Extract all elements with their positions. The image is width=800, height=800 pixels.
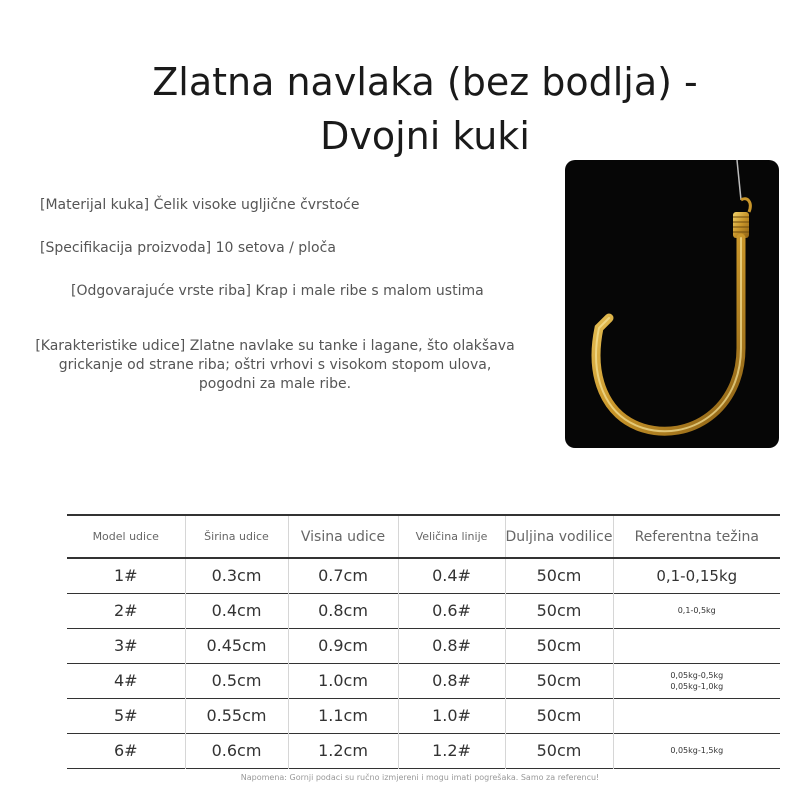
cell-line: 0.8# bbox=[398, 663, 505, 698]
cell-weight: 0,1-0,15kg bbox=[613, 558, 780, 593]
cell-model: 5# bbox=[67, 698, 185, 733]
table-row bbox=[67, 733, 780, 768]
table-row bbox=[67, 593, 780, 628]
cell-weight: 0,05kg-1,5kg bbox=[613, 733, 780, 768]
cell-leader: 50cm bbox=[505, 698, 613, 733]
cell-height: 1.0cm bbox=[288, 663, 398, 698]
cell-line: 1.0# bbox=[398, 698, 505, 733]
header-leader-length: Duljina vodilice bbox=[505, 515, 613, 558]
table-row bbox=[67, 698, 780, 733]
cell-leader: 50cm bbox=[505, 593, 613, 628]
cell-line: 1.2# bbox=[398, 733, 505, 768]
cell-model: 1# bbox=[67, 558, 185, 593]
cell-line: 0.4# bbox=[398, 558, 505, 593]
hook-body bbox=[596, 238, 741, 431]
cell-height: 0.9cm bbox=[288, 628, 398, 663]
cell-model: 6# bbox=[67, 733, 185, 768]
cell-width: 0.4cm bbox=[185, 593, 288, 628]
table-row bbox=[67, 663, 780, 698]
cell-height: 0.8cm bbox=[288, 593, 398, 628]
cell-weight: 0,1-0,5kg bbox=[613, 593, 780, 628]
cell-leader: 50cm bbox=[505, 663, 613, 698]
spec-material: [Materijal kuka] Čelik visoke ugljične čvrstoće bbox=[40, 197, 360, 213]
header-reference-weight: Referentna težina bbox=[613, 515, 780, 558]
cell-weight bbox=[613, 628, 780, 663]
header-hook-width: Širina udice bbox=[185, 515, 288, 558]
hook-photo bbox=[565, 160, 779, 448]
hook-eye bbox=[741, 199, 750, 212]
title-line-2: Dvojni kuki bbox=[320, 114, 530, 159]
cell-height: 1.2cm bbox=[288, 733, 398, 768]
header-hook-model: Model udice bbox=[67, 515, 185, 558]
cell-width: 0.3cm bbox=[185, 558, 288, 593]
table-row bbox=[67, 628, 780, 663]
cell-line: 0.8# bbox=[398, 628, 505, 663]
hook-spec-table bbox=[67, 514, 780, 769]
cell-width: 0.55cm bbox=[185, 698, 288, 733]
header-line-size: Veličina linije bbox=[398, 515, 505, 558]
cell-width: 0.6cm bbox=[185, 733, 288, 768]
cell-height: 1.1cm bbox=[288, 698, 398, 733]
gold-hook-icon bbox=[565, 160, 779, 448]
cell-model: 3# bbox=[67, 628, 185, 663]
page-title bbox=[0, 55, 800, 163]
cell-line: 0.6# bbox=[398, 593, 505, 628]
table-header-row bbox=[67, 515, 780, 558]
cell-leader: 50cm bbox=[505, 628, 613, 663]
cell-model: 2# bbox=[67, 593, 185, 628]
cell-leader: 50cm bbox=[505, 558, 613, 593]
cell-height: 0.7cm bbox=[288, 558, 398, 593]
cell-leader: 50cm bbox=[505, 733, 613, 768]
spec-hook-features: [Karakteristike udice] Zlatne navlake su tanke i lagane, što olakšava grickanje od strane riba; oštri vrhovi s visokom stopom ulova, pogodni za male ribe. bbox=[35, 338, 515, 392]
cell-width: 0.45cm bbox=[185, 628, 288, 663]
cell-model: 4# bbox=[67, 663, 185, 698]
cell-weight bbox=[613, 698, 780, 733]
cell-width: 0.5cm bbox=[185, 663, 288, 698]
title-line-1: Zlatna navlaka (bez bodlja) - bbox=[152, 60, 698, 105]
spec-product-specification: [Specifikacija proizvoda] 10 setova / ploča bbox=[40, 240, 336, 256]
spec-suitable-fish: [Odgovarajuće vrste riba] Krap i male ribe s malom ustima bbox=[71, 283, 484, 299]
fishing-line bbox=[737, 160, 741, 200]
measurement-note: Napomena: Gornji podaci su ručno izmjereni i mogu imati pogrešaka. Samo za referencu! bbox=[240, 773, 600, 782]
cell-weight: 0,05kg-0,5kg 0,05kg-1,0kg bbox=[613, 663, 780, 698]
header-hook-height: Visina udice bbox=[288, 515, 398, 558]
table-row bbox=[67, 558, 780, 593]
